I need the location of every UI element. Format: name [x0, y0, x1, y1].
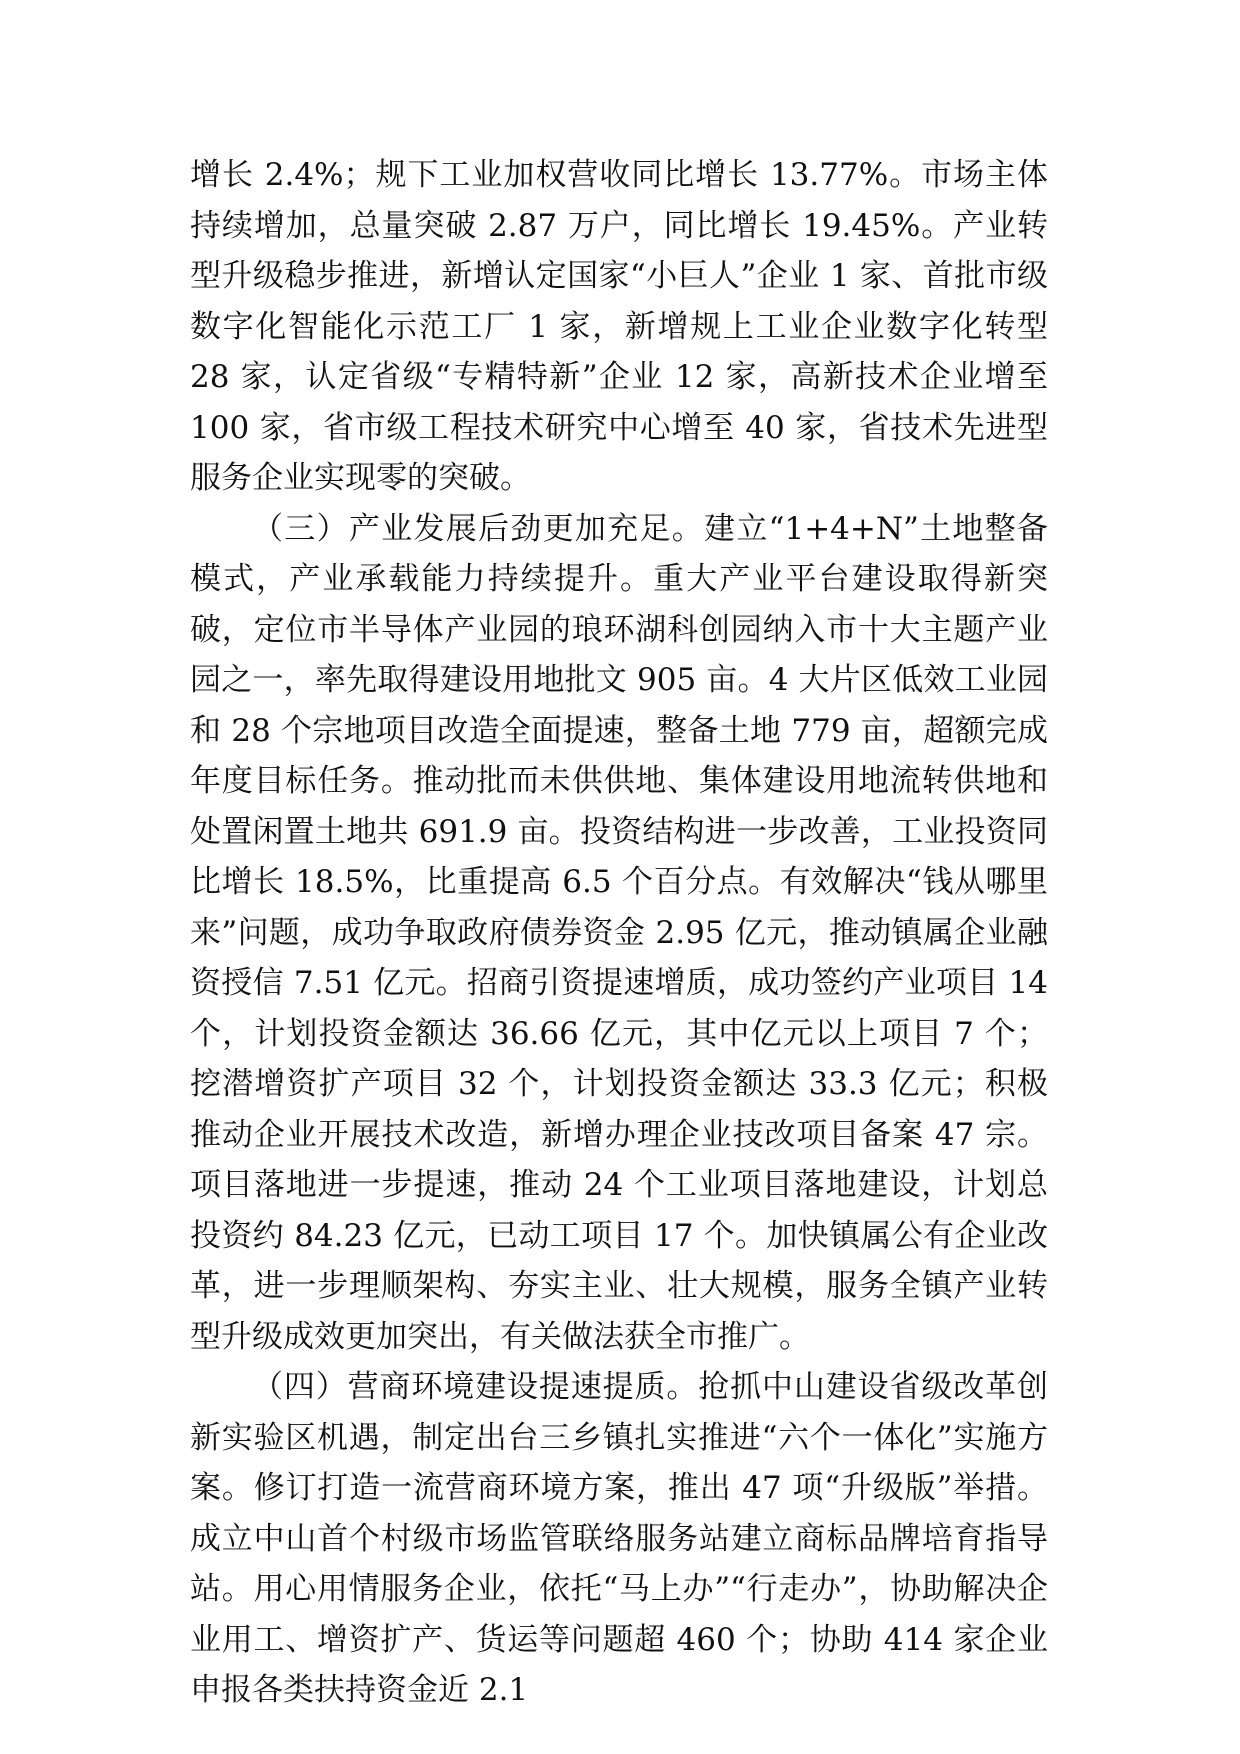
document-page: [190, 150, 1048, 1716]
paragraph-industry-upgrade: 增长 2.4%；规下工业加权营收同比增长 13.77%。市场主体持续增加，总量突破 2.87 万户，同比增长 19.45%。产业转型升级稳步推进，新增认定国家“小巨人”企业 1 家、首批市级数字化智能化示范工厂 1 家，新增规上工业企业数字化转型 28 家，认定省级“专精特新”企业 12 家，高新技术企业增至 100 家，省市级工程技术研究中心增至 40 家，省技术先进型服务企业实现零的突破。: [190, 157, 1048, 496]
paragraph-section-four: （四）营商环境建设提速提质。抢抓中山建设省级改革创新实验区机遇，制定出台三乡镇扎实推进“六个一体化”实施方案。修订打造一流营商环境方案，推出 47 项“升级版”举措。成立中山首个村级市场监管联络服务站建立商标品牌培育指导站。用心用情服务企业，依托“马上办”“行走办”，协助解决企业用工、增资扩产、货运等问题超 460 个；协助 414 家企业申报各类扶持资金近 2.1: [190, 1369, 1048, 1708]
paragraph-section-three: （三）产业发展后劲更加充足。建立“1+4+N”土地整备模式，产业承载能力持续提升。重大产业平台建设取得新突破，定位市半导体产业园的琅环湖科创园纳入市十大主题产业园之一，率先取得建设用地批文 905 亩。4 大片区低效工业园和 28 个宗地项目改造全面提速，整备土地 779 亩，超额完成年度目标任务。推动批而未供供地、集体建设用地流转供地和处置闲置土地共 691.9 亩。投资结构进一步改善，工业投资同比增长 18.5%，比重提高 6.5 个百分点。有效解决“钱从哪里来”问题，成功争取政府债券资金 2.95 亿元，推动镇属企业融资授信 7.51 亿元。招商引资提速增质，成功签约产业项目 14 个，计划投资金额达 36.66 亿元，其中亿元以上项目 7 个；挖潜增资扩产项目 32 个，计划投资金额达 33.3 亿元；积极推动企业开展技术改造，新增办理企业技改项目备案 47 宗。项目落地进一步提速，推动 24 个工业项目落地建设，计划总投资约 84.23 亿元，已动工项目 17 个。加快镇属公有企业改革，进一步理顺架构、夯实主业、壮大规模，服务全镇产业转型升级成效更加突出，有关做法获全市推广。: [190, 510, 1048, 1355]
